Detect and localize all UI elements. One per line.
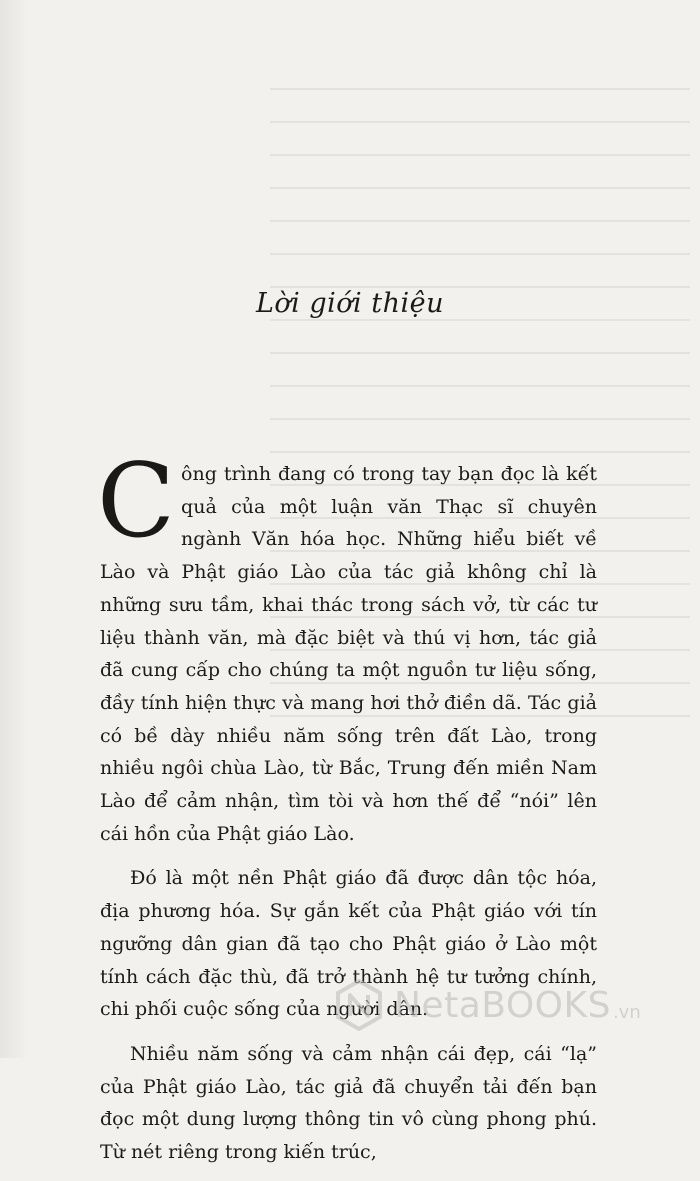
page-title: Lời giới thiệu <box>255 288 445 319</box>
paragraph-3: Nhiều năm sống và cảm nhận cái đẹp, cái “lạ” của Phật giáo Lào, tác giả đã chuyển tải đến bạn đọc một dung lượng thông tin vô cùng phong phú. Từ nét riêng trong kiến trúc, <box>100 1042 597 1164</box>
paragraph-2: Đó là một nền Phật giáo đã được dân tộc hóa, địa phương hóa. Sự gắn kết của Phật giáo với tín ngưỡng dân gian đã tạo cho Phật giáo ở Lào một tính cách đặc thù, đã trở thành hệ tư tưởng chính, chi phối cuộc sống của người dân. <box>100 867 597 1021</box>
paragraph-1 <box>97 442 597 850</box>
paragraph-1-text: ông trình đang có trong tay bạn đọc là kết quả của một luận văn Thạc sĩ chuyên ngành Văn hóa học. Những hiểu biết về Lào và Phật giáo Lào của tác giả không chỉ là những sưu tầm, khai thác trong sách vở, từ các tư liệu thành văn, mà đặc biệt và thú vị hơn, tác giả đã cung cấp cho chúng ta một nguồn tư liệu sống, đầy tính hiện thực và mang hơi thở điền dã. Tác giả có bề dày nhiều năm sống trên đất Lào, trong nhiều ngôi chùa Lào, từ Bắc, Trung đến miền Nam Lào để cảm nhận, tìm tòi và hơn thế để “nói” lên cái hồn của Phật giáo Lào. <box>100 463 597 845</box>
watermark-brand: NetaBOOKS <box>394 984 611 1026</box>
hexagon-n-logo-icon <box>332 978 386 1032</box>
drop-cap: C <box>97 442 176 561</box>
watermark-suffix: .vn <box>612 1001 641 1023</box>
watermark <box>332 975 641 1035</box>
body-text <box>97 442 597 1181</box>
